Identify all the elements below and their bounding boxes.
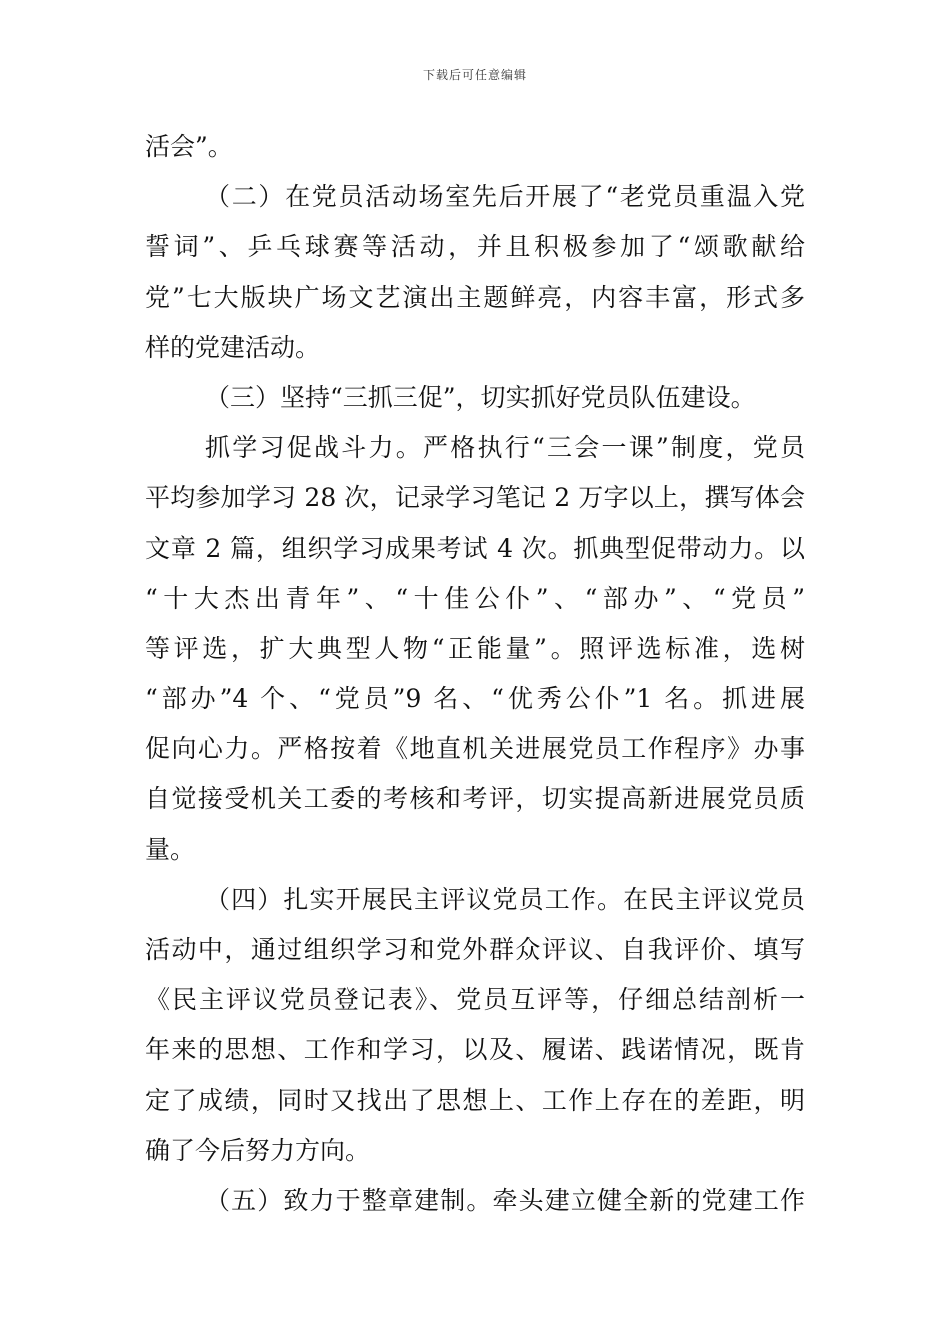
text-line: 定了成绩，同时又找出了思想上、工作上存在的差距，明 bbox=[145, 1085, 805, 1115]
text-line: 确了今后努力方向。 bbox=[145, 1135, 371, 1165]
text-line: 自觉接受机关工委的考核和考评，切实提高新进展党员质 bbox=[145, 784, 805, 814]
text-line: （五）致力于整章建制。牵头建立健全新的党建工作 bbox=[205, 1185, 805, 1215]
text-line: 文章 2 篇，组织学习成果考试 4 次。抓典型促带动力。以 bbox=[145, 533, 805, 563]
text-line: （三）坚持“三抓三促”，切实抓好党员队伍建设。 bbox=[205, 382, 756, 412]
text-line: 等评选，扩大典型人物“正能量”。照评选标准，选树 bbox=[145, 633, 805, 663]
text-line: 促向心力。严格按着《地直机关进展党员工作程序》办事 bbox=[145, 734, 805, 764]
text-line: （二）在党员活动场室先后开展了“老党员重温入党 bbox=[205, 182, 805, 212]
text-line: 誓词”、乒乓球赛等活动，并且积极参加了“颂歌献给 bbox=[145, 232, 805, 262]
text-line: 平均参加学习 28 次，记录学习笔记 2 万字以上，撰写体会 bbox=[145, 483, 805, 513]
text-line: 年来的思想、工作和学习，以及、履诺、践诺情况，既肯 bbox=[145, 1035, 805, 1065]
text-line: 党”七大版块广场文艺演出主题鲜亮，内容丰富，形式多 bbox=[145, 282, 805, 312]
text-line: 量。 bbox=[145, 834, 196, 864]
page-header: 下载后可任意编辑 bbox=[422, 68, 527, 82]
text-line: “十大杰出青年”、“十佳公仆”、“部办”、“党员” bbox=[145, 583, 805, 613]
text-line: （四）扎实开展民主评议党员工作。在民主评议党员 bbox=[205, 884, 805, 914]
text-line: 抓学习促战斗力。严格执行“三会一课”制度，党员 bbox=[205, 433, 805, 463]
text-line: 活会”。 bbox=[145, 132, 233, 161]
text-line: 《民主评议党员登记表》、党员互评等，仔细总结剖析一 bbox=[145, 985, 805, 1015]
text-line: 活动中，通过组织学习和党外群众评议、自我评价、填写 bbox=[145, 935, 805, 964]
text-line: 样的党建活动。 bbox=[145, 332, 321, 362]
text-line: “部办”4 个、“党员”9 名、“优秀公仆”1 名。抓进展 bbox=[145, 684, 805, 714]
document-body bbox=[145, 122, 805, 1226]
